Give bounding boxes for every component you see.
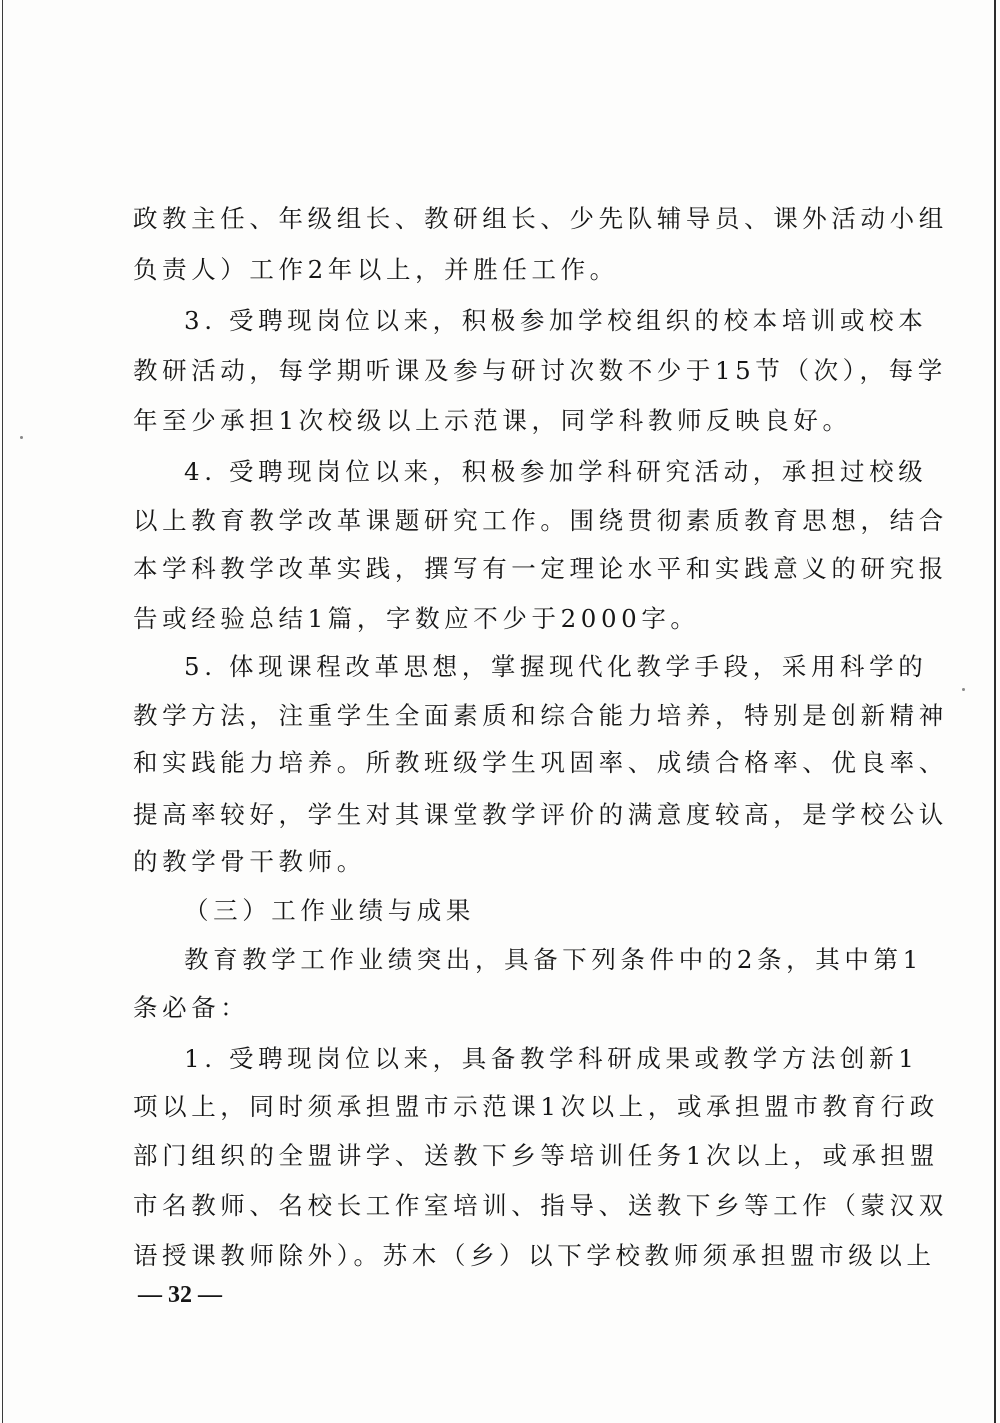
- text-line: 提高率较好，学生对其课堂教学评价的满意度较高，是学校公认: [133, 800, 948, 829]
- scan-speck: [962, 688, 965, 691]
- text-line: 负责人）工作2年以上，并胜任工作。: [133, 255, 619, 284]
- text-line: 语授课教师除外）。苏木（乡）以下学校教师须承担盟市级以上: [133, 1241, 936, 1270]
- text-line: 政教主任、年级组长、教研组长、少先队辅导员、课外活动小组: [133, 204, 948, 233]
- text-line: 告或经验总结1篇，字数应不少于2000字。: [133, 604, 700, 633]
- text-line: 4. 受聘现岗位以来，积极参加学科研究活动，承担过校级: [184, 457, 928, 486]
- text-line: 部门组织的全盟讲学、送教下乡等培训任务1次以上，或承担盟: [133, 1141, 939, 1170]
- text-line: 1. 受聘现岗位以来，具备教学科研成果或教学方法创新1: [184, 1044, 919, 1073]
- text-line: 5. 体现课程改革思想，掌握现代化教学手段，采用科学的: [184, 652, 928, 681]
- text-line: 教育教学工作业绩突出，具备下列条件中的2条，其中第1: [184, 945, 923, 974]
- page-number: — 32 —: [138, 1282, 222, 1308]
- text-line: 教研活动，每学期听课及参与研讨次数不少于15节（次），每学: [133, 356, 947, 385]
- text-line: 3. 受聘现岗位以来，积极参加学校组织的校本培训或校本: [184, 306, 928, 335]
- text-line: 条必备：: [133, 993, 250, 1022]
- section-heading: （三）工作业绩与成果: [184, 896, 475, 925]
- text-line: 本学科教学改革实践，撰写有一定理论水平和实践意义的研究报: [133, 554, 948, 583]
- text-line: 年至少承担1次校级以上示范课，同学科教师反映良好。: [133, 406, 852, 435]
- text-line: 的教学骨干教师。: [133, 847, 366, 876]
- text-line: 教学方法，注重学生全面素质和综合能力培养，特别是创新精神: [133, 701, 948, 730]
- text-line: 以上教育教学改革课题研究工作。围绕贯彻素质教育思想，结合: [133, 506, 948, 535]
- text-line: 项以上，同时须承担盟市示范课1次以上，或承担盟市教育行政: [133, 1092, 939, 1121]
- scan-border-right: [994, 0, 996, 1423]
- text-line: 市名教师、名校长工作室培训、指导、送教下乡等工作（蒙汉双: [133, 1191, 948, 1220]
- scan-speck: [20, 436, 23, 439]
- scan-border-left: [2, 0, 3, 1423]
- text-line: 和实践能力培养。所教班级学生巩固率、成绩合格率、优良率、: [133, 748, 948, 777]
